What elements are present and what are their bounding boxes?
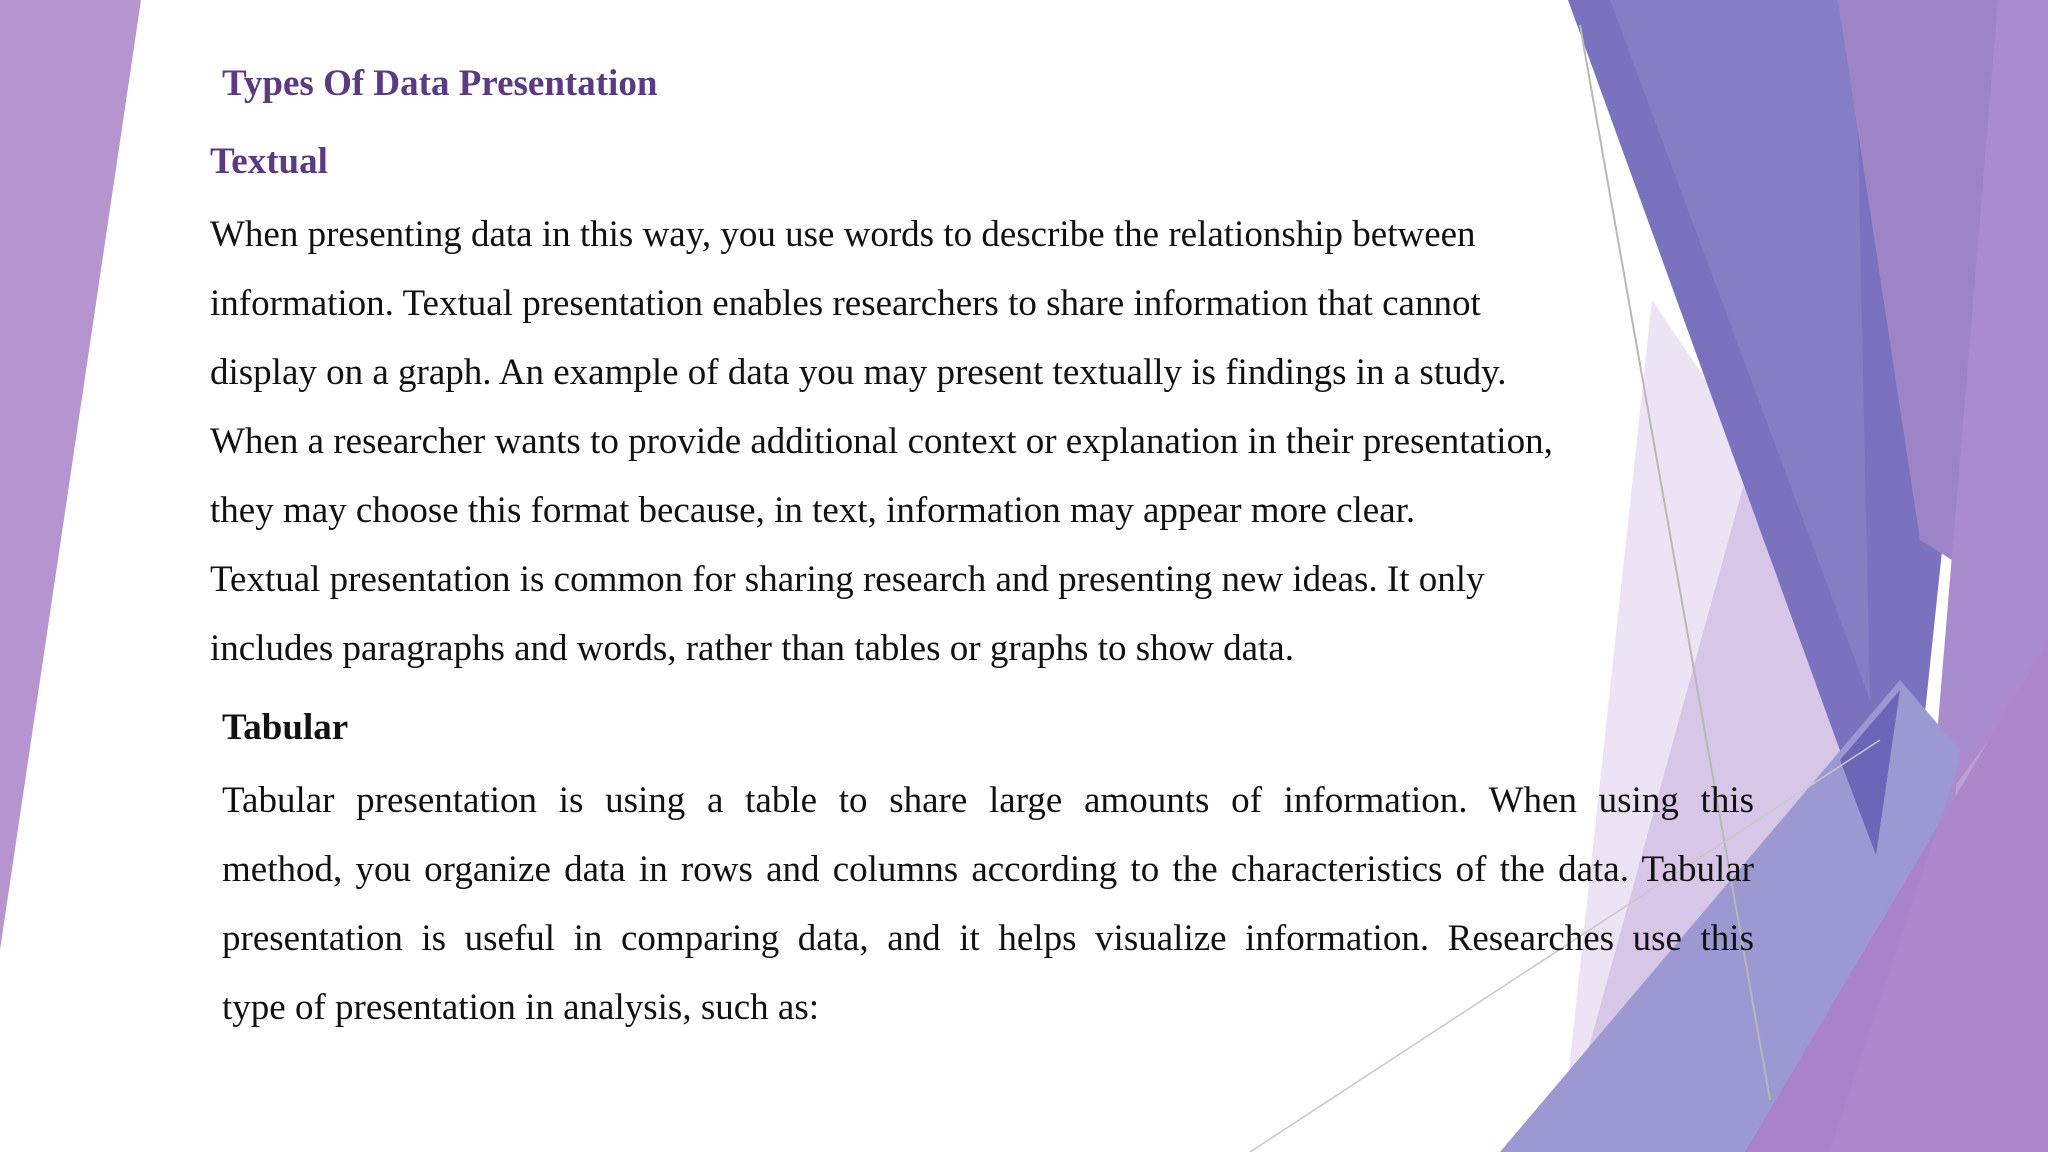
tabular-line: method, you organize data in rows and columns according to the characteristics of the data. Tabular [222, 849, 1754, 890]
tabular-line: type of presentation in analysis, such as: [222, 987, 820, 1028]
textual-line: includes paragraphs and words, rather than tables or graphs to show data. [210, 628, 1294, 669]
tabular-heading: Tabular [222, 707, 349, 748]
textual-heading: Textual [210, 141, 328, 182]
tabular-line: presentation is useful in comparing data, and it helps visualize information. Researches use this [222, 918, 1754, 959]
tabular-paragraph [222, 766, 1754, 1042]
textual-line: When presenting data in this way, you use words to describe the relationship between [210, 214, 1476, 255]
textual-paragraph [210, 200, 1630, 683]
textual-line: they may choose this format because, in text, information may appear more clear. [210, 490, 1416, 531]
textual-line: Textual presentation is common for sharing research and presenting new ideas. It only [210, 559, 1485, 600]
textual-line: When a researcher wants to provide additional context or explanation in their presentation, [210, 421, 1553, 462]
slide-title: Types Of Data Presentation [222, 63, 658, 104]
tabular-line: Tabular presentation is using a table to share large amounts of information. When using this [222, 780, 1754, 821]
textual-line: display on a graph. An example of data you may present textually is findings in a study. [210, 352, 1507, 393]
textual-line: information. Textual presentation enables researchers to share information that cannot [210, 283, 1481, 324]
